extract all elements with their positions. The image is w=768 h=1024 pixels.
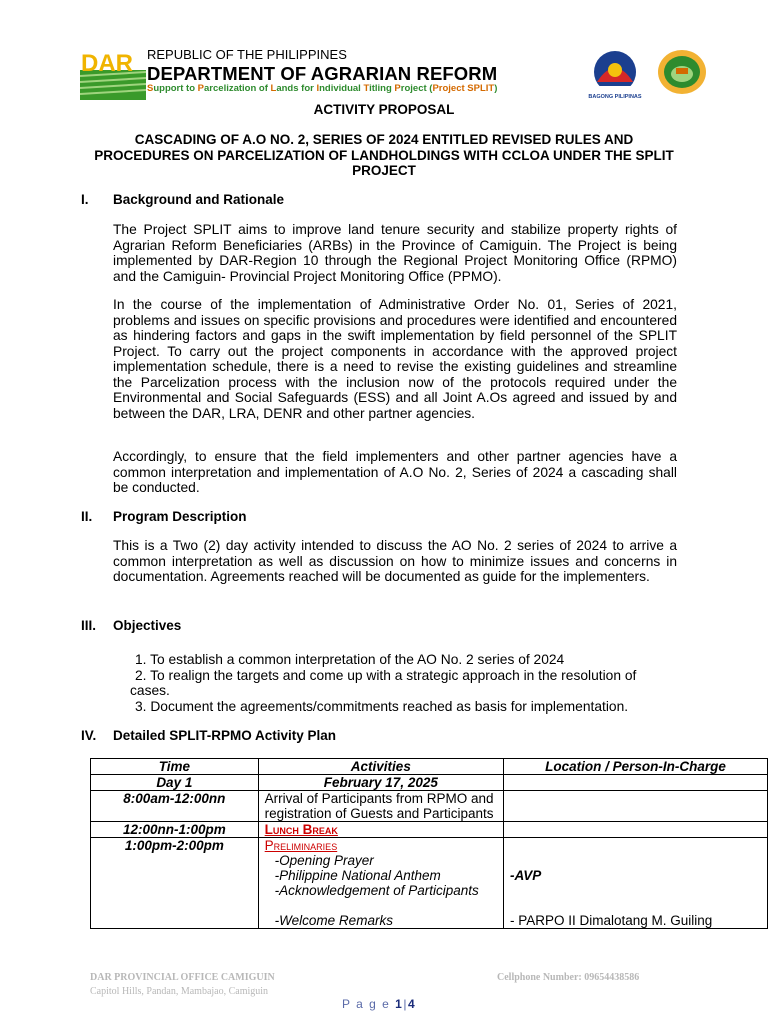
project-name-part: S — [147, 83, 154, 94]
footer-cellphone: Cellphone Number: 09654438586 — [497, 972, 640, 983]
program-item: -Philippine National Anthem — [274, 868, 441, 883]
program-item: -Opening Prayer — [274, 853, 374, 868]
section-number: III. — [81, 618, 97, 633]
section-number: II. — [81, 509, 93, 524]
header-activities: Activities — [258, 759, 503, 775]
objective-item: 2. To realign the targets and come up with a strategic approach in the resolution of cases. — [130, 667, 637, 698]
page-number — [342, 997, 416, 1011]
page-current: 1 — [395, 997, 404, 1011]
background-paragraph: In the course of the implementation of Administrative Order No. 01, Series of 2021, problems and issues on specific provisions and procedures were identified and encountered as hindering factors and gaps in the swift implementation by field personnel of the SPLIT Project. To carry out the project components in accordance with the approved project implementation schedule, there is a need to revise the existing guidelines and streamline the Parcelization process with the inclusion now of the protocols required under the Environmental and Social Safeguards (ESS) and all Joint A.Os agreed and issued by and between the DAR, LRA, DENR and other partner agencies. — [113, 297, 677, 421]
dar-logo-text: DAR — [81, 50, 133, 77]
row-time: 8:00am-12:00nn — [91, 791, 259, 822]
program-item: -Acknowledgement of Participants — [274, 883, 479, 898]
row-activity — [258, 838, 503, 929]
section-title: Objectives — [113, 618, 182, 633]
table-row — [91, 838, 768, 929]
row-activity: Arrival of Participants from RPMO and registration of Guests and Participants — [258, 791, 503, 822]
section-title: Background and Rationale — [113, 192, 285, 207]
camiguin-seal-logo — [656, 48, 708, 96]
background-paragraph: Accordingly, to ensure that the field implementers and other partner agencies have a common interpretation and implementation of A.O No. 2, Series of 2024 a cascading shall be conducted. — [113, 449, 677, 495]
section-title: Program Description — [113, 509, 247, 524]
project-name-part: roject ( — [400, 83, 433, 94]
row-time: 12:00nn-1:00pm — [91, 822, 259, 838]
page-word: P a g e — [342, 997, 391, 1011]
project-name-part: ) — [494, 83, 498, 94]
objective-item: 1. To establish a common interpretation of the AO No. 2 series of 2024 — [135, 652, 565, 667]
background-paragraph: The Project SPLIT aims to improve land tenure security and stabilize property rights of Agrarian Reform Beneficiaries (ARBs) in the Province of Camiguin. The Project is being implemented by DAR-Region 10 through the Regional Project Monitoring Office (RPMO) and the Camiguin- Provincial Project Monitoring Office (PPMO). — [113, 222, 677, 284]
program-description: This is a Two (2) day activity intended to discuss the AO No. 2 series of 2024 to arrive a common interpretation as well as discussion on how to minimize issues and concerns in documentation. Agreements reached will be documented as guide for the implementers. — [113, 538, 677, 584]
section-title: Detailed SPLIT-RPMO Activity Plan — [113, 728, 337, 743]
section-number: IV. — [81, 728, 97, 743]
document-title: ACTIVITY PROPOSAL — [313, 102, 455, 117]
bagong-pilipinas-caption: BAGONG PILIPINAS — [588, 94, 642, 100]
activity-plan-table — [90, 758, 768, 929]
table-header-row — [91, 759, 768, 775]
footer-office: DAR PROVINCIAL OFFICE CAMIGUIN — [90, 972, 275, 983]
row-person — [503, 791, 767, 822]
row-person — [503, 822, 767, 838]
project-name-part: itling — [369, 83, 395, 94]
project-name-part: I — [316, 83, 320, 94]
section-number: I. — [81, 192, 89, 207]
program-item: -Welcome Remarks — [274, 913, 393, 928]
day-label: Day 1 — [91, 775, 259, 791]
project-name-part: upport to — [153, 83, 198, 94]
project-name-part: arcelization of — [204, 83, 271, 94]
header-location: Location / Person-In-Charge — [503, 759, 767, 775]
objective-item: 3. Document the agreements/commitments reached as basis for implementation. — [135, 698, 629, 714]
table-row — [91, 775, 768, 791]
project-name-part: T — [363, 83, 370, 94]
row-person — [503, 838, 767, 929]
project-name — [147, 83, 497, 94]
table-row — [91, 822, 768, 838]
preliminaries-heading: Preliminaries — [264, 838, 338, 853]
row-time: 1:00pm-2:00pm — [91, 838, 259, 929]
header-time: Time — [91, 759, 259, 775]
project-name-part: P — [197, 83, 205, 94]
dar-logo — [80, 50, 146, 100]
footer-address: Capitol Hills, Pandan, Mambajao, Camiguin — [90, 986, 269, 997]
republic-label: REPUBLIC OF THE PHILIPPINES — [147, 47, 347, 62]
objectives-list — [130, 652, 678, 714]
document-subtitle: CASCADING OF A.O NO. 2, SERIES OF 2024 ENTITLED REVISED RULES AND PROCEDURES ON PARCELIZATION OF LANDHOLDINGS WITH CCLOA UNDER THE SPLIT PROJECT — [94, 132, 674, 178]
table-row — [91, 791, 768, 822]
page-separator: | — [403, 997, 408, 1011]
day-location — [503, 775, 767, 791]
department-name: DEPARTMENT OF AGRARIAN REFORM — [147, 63, 498, 84]
person-avp: -AVP — [509, 868, 542, 883]
project-name-part: P — [394, 83, 401, 94]
project-name-part: ndividual — [319, 83, 364, 94]
project-name-part: ands for — [276, 83, 317, 94]
project-name-part: Project SPLIT — [432, 83, 495, 94]
page-total: 4 — [407, 997, 417, 1011]
person-welcome: - PARPO II Dimalotang M. Guiling — [509, 913, 713, 928]
day-date: February 17, 2025 — [258, 775, 503, 791]
lunch-break-label: Lunch Break — [264, 822, 338, 837]
project-name-part: L — [270, 83, 277, 94]
